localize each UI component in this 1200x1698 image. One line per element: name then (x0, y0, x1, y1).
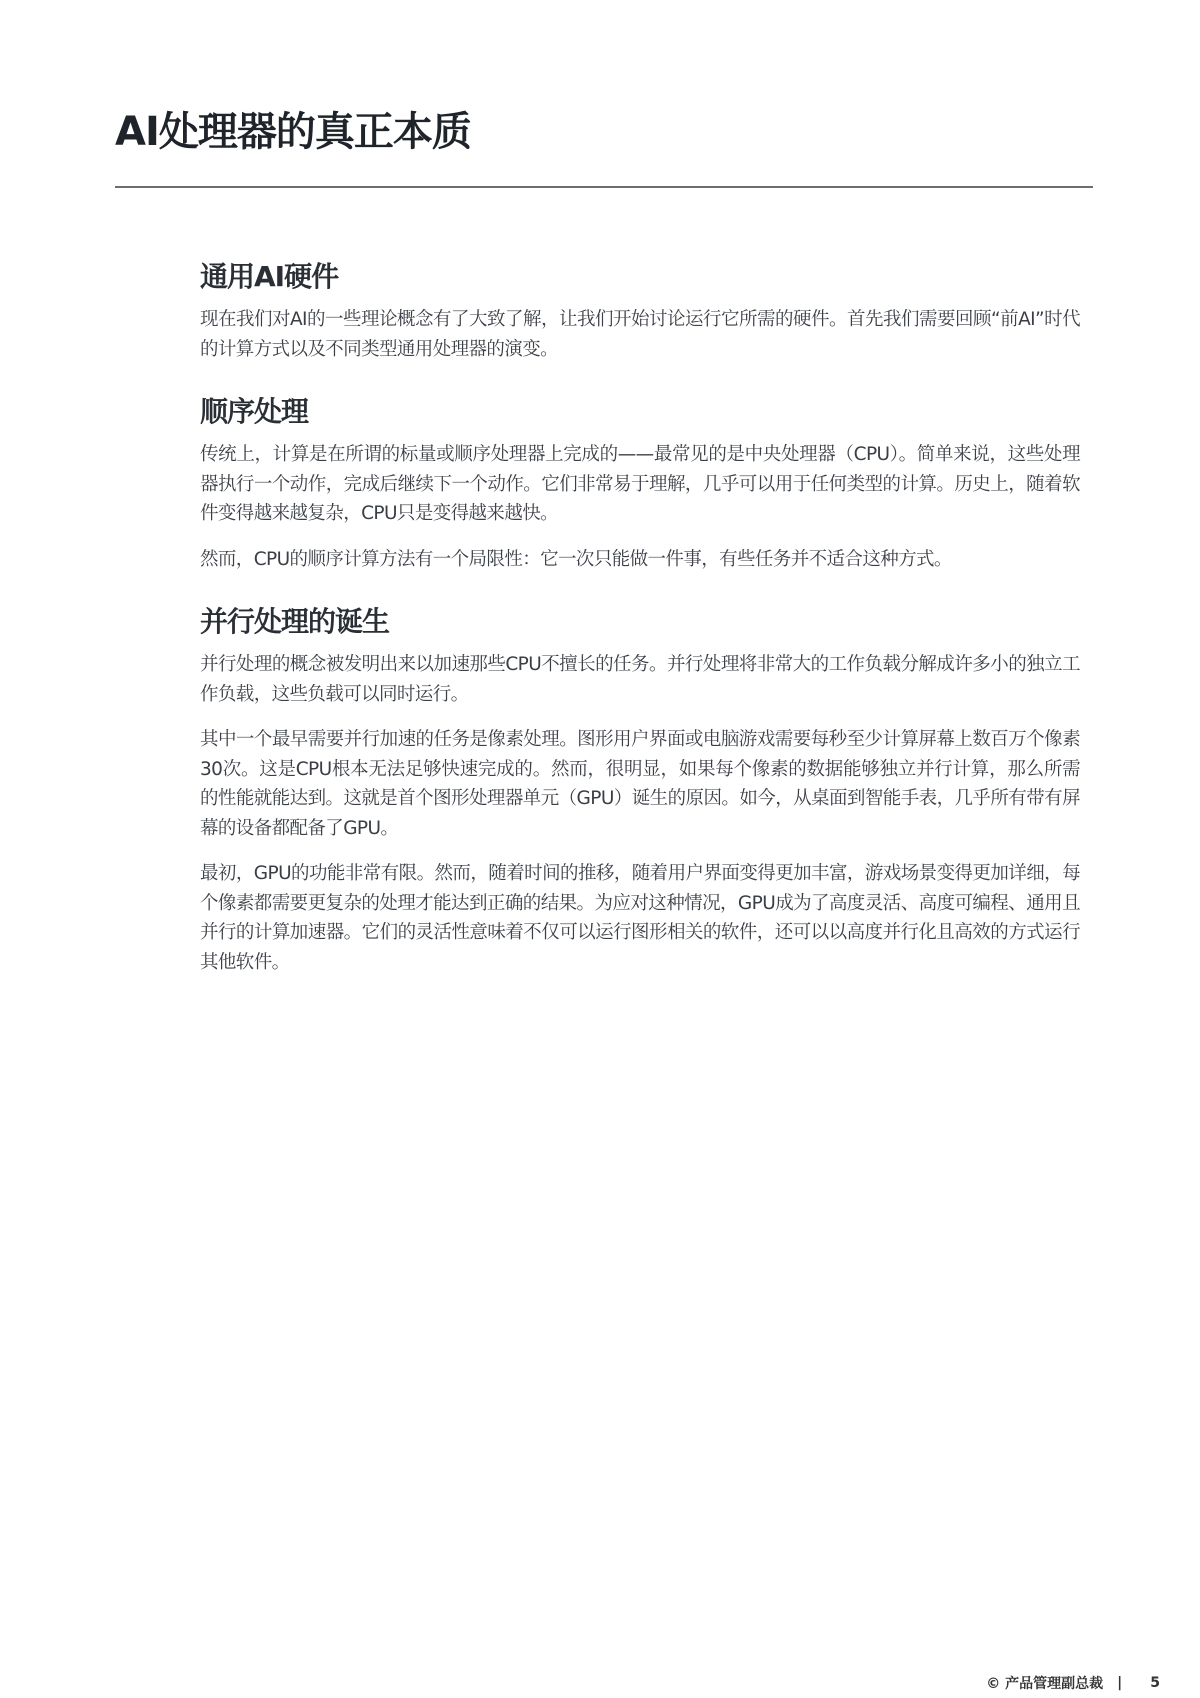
main-content (200, 255, 1080, 1003)
page-title: AI处理器的真正本质 (115, 109, 471, 155)
section-parallel-processing (200, 600, 1080, 977)
paragraph: 并行处理的概念被发明出来以加速那些CPU不擅长的任务。并行处理将非常大的工作负载分解成许多小的独立工作负载，这些负载可以同时运行。 (200, 654, 1080, 705)
paragraph: 传统上，计算是在所谓的标量或顺序处理器上完成的——最常见的是中央处理器（CPU）。简单来说，这些处理器执行一个动作，完成后继续下一个动作。它们非常易于理解，几乎可以用于任何类型的计算。历史上，随着软件变得越来越复杂，CPU只是变得越来越快。 (200, 444, 1080, 524)
page-footer (986, 1673, 1160, 1693)
section-general-ai-hardware (200, 255, 1080, 364)
paragraph: 然而，CPU的顺序计算方法有一个局限性：它一次只能做一件事，有些任务并不适合这种方式。 (200, 548, 952, 570)
title-divider (115, 186, 1093, 188)
section-heading: 并行处理的诞生 (200, 605, 390, 638)
paragraph: 最初，GPU的功能非常有限。然而，随着时间的推移，随着用户界面变得更加丰富，游戏场景变得更加详细，每个像素都需要更复杂的处理才能达到正确的结果。为应对这种情况，GPU成为了高度灵活、高度可编程、通用且并行的计算加速器。它们的灵活性意味着不仅可以运行图形相关的软件，还可以以高度并行化且高效的方式运行其他软件。 (200, 863, 1080, 973)
section-heading: 通用AI硬件 (200, 260, 339, 293)
section-heading: 顺序处理 (200, 395, 309, 428)
section-sequential-processing (200, 390, 1080, 574)
paragraph: 现在我们对AI的一些理论概念有了大致了解，让我们开始讨论运行它所需的硬件。首先我们需要回顾“前AI”时代的计算方式以及不同类型通用处理器的演变。 (200, 309, 1080, 360)
footer-copyright: © 产品管理副总裁 (986, 1676, 1104, 1692)
footer-separator: | (1117, 1675, 1123, 1691)
page-number: 5 (1150, 1675, 1160, 1691)
paragraph: 其中一个最早需要并行加速的任务是像素处理。图形用户界面或电脑游戏需要每秒至少计算屏幕上数百万个像素30次。这是CPU根本无法足够快速完成的。然而，很明显，如果每个像素的数据能够独立并行计算，那么所需的性能就能达到。这就是首个图形处理器单元（GPU）诞生的原因。如今，从桌面到智能手表，几乎所有带有屏幕的设备都配备了GPU。 (200, 729, 1080, 839)
